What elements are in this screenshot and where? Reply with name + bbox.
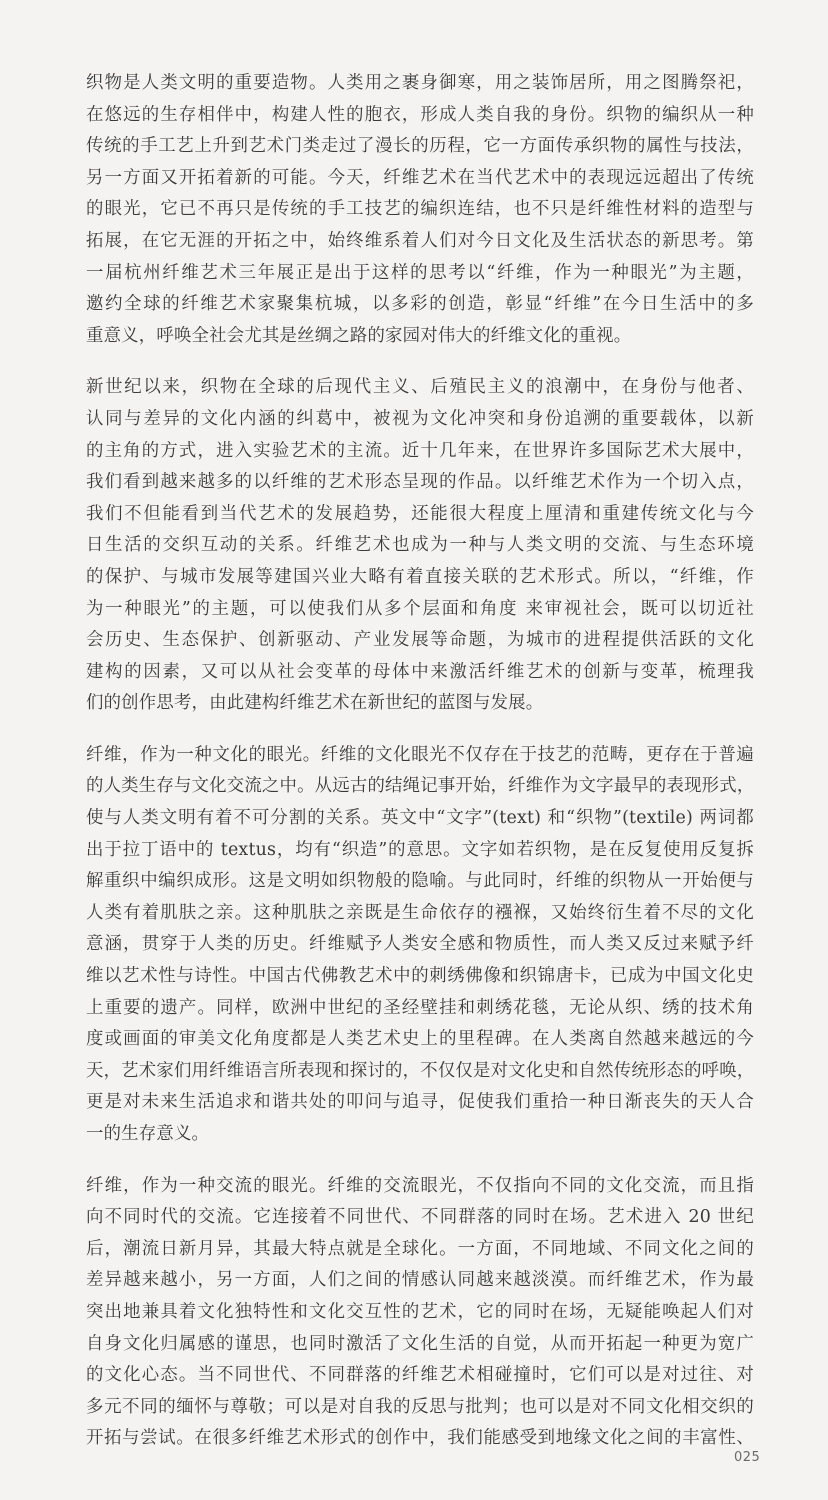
text-line: 另一方面又开拓着新的可能。今天，纤维艺术在当代艺术中的表现远远超出了传统: [86, 167, 754, 188]
text-line: 一届杭州纤维艺术三年展正是出于这样的思考以“纤维，作为一种眼光”为主题，: [86, 262, 754, 283]
text-line: 日生活的交织互动的关系。纤维艺术也成为一种与人类文明的交流、与生态环境: [86, 535, 754, 556]
text-line: 上重要的遗产。同样，欧洲中世纪的圣经壁挂和刺绣花毯，无论从织、绣的技术角: [86, 997, 754, 1018]
text-line: 维以艺术性与诗性。中国古代佛教艺术中的刺绣佛像和织锦唐卡，已成为中国文化史: [86, 966, 754, 987]
text-line: 纤维，作为一种交流的眼光。纤维的交流眼光，不仅指向不同的文化交流，而且指: [86, 1175, 754, 1196]
text-line: 织物是人类文明的重要造物。人类用之裹身御寒，用之装饰居所，用之图腾祭祀，: [86, 73, 754, 93]
page-number: 025: [734, 1450, 761, 1465]
text-line: 使与人类文明有着不可分割的关系。英文中“文字”(text) 和“织物”(textile) 两词都: [86, 808, 754, 829]
text-line: 后，潮流日新月异，其最大特点就是全球化。一方面，不同地域、不同文化之间的: [86, 1238, 754, 1259]
text-line: 邀约全球的纤维艺术家聚集杭城，以多彩的创造，彰显“纤维”在今日生活中的多: [86, 294, 754, 315]
text-line: 的保护、与城市发展等建国兴业大略有着直接关联的艺术形式。所以，“纤维，作: [86, 566, 754, 587]
text-line: 的主角的方式，进入实验艺术的主流。近十几年来，在世界许多国际艺术大展中，: [86, 440, 754, 461]
article-body: [86, 68, 754, 1475]
paragraph-2: [86, 372, 754, 720]
text-line: 认同与差异的文化内涵的纠葛中，被视为文化冲突和身份追溯的重要载体，以新: [86, 408, 754, 429]
text-line: 的人类生存与文化交流之中。从远古的结绳记事开始，纤维作为文字最早的表现形式，: [86, 776, 755, 797]
text-line: 差异越来越小，另一方面，人们之间的情感认同越来越淡漠。而纤维艺术，作为最: [86, 1270, 754, 1291]
paragraph-3: [86, 740, 754, 1151]
text-line: 多元不同的缅怀与尊敬；可以是对自我的反思与批判；也可以是对不同文化相交织的: [86, 1396, 754, 1417]
text-line: 更是对未来生活追求和谐共处的叩问与追寻，促使我们重拾一种日渐丧失的天人合: [86, 1092, 754, 1113]
text-line: 拓展，在它无涯的开拓之中，始终维系着人们对今日文化及生活状态的新思考。第: [86, 230, 754, 251]
text-line: 解重织中编织成形。这是文明如织物般的隐喻。与此同时，纤维的织物从一开始便与: [86, 871, 754, 892]
text-line: 向不同时代的交流。它连接着不同世代、不同群落的同时在场。艺术进入 20 世纪: [86, 1207, 754, 1228]
text-line: 会历史、生态保护、创新驱动、产业发展等命题，为城市的进程提供活跃的文化: [86, 630, 754, 651]
text-line: 的眼光，它已不再只是传统的手工技艺的编织连结，也不只是纤维性材料的造型与: [86, 199, 754, 220]
text-line: 自身文化归属感的谨思，也同时激活了文化生活的自觉，从而开拓起一种更为宽广: [86, 1333, 754, 1354]
text-line: 意涵，贯穿于人类的历史。纤维赋予人类安全感和物质性，而人类又反过来赋予纤: [86, 934, 754, 955]
text-line: 我们看到越来越多的以纤维的艺术形态呈现的作品。以纤维艺术作为一个切入点，: [86, 472, 754, 493]
paragraph-1: [86, 68, 754, 352]
text-line: 们的创作思考，由此建构纤维艺术在新世纪的蓝图与发展。: [86, 693, 544, 714]
text-line: 重意义，呼唤全社会尤其是丝绸之路的家园对伟大的纤维文化的重视。: [86, 325, 632, 346]
text-line: 出于拉丁语中的 textus，均有“织造”的意思。文字如若织物，是在反复使用反复拆: [86, 839, 754, 860]
text-line: 突出地兼具着文化独特性和文化交互性的艺术，它的同时在场，无疑能唤起人们对: [86, 1301, 754, 1322]
text-line: 度或画面的审美文化角度都是人类艺术史上的里程碑。在人类离自然越来越远的今: [86, 1029, 754, 1050]
paragraph-4: [86, 1171, 754, 1455]
text-line: 开拓与尝试。在很多纤维艺术形式的创作中，我们能感受到地缘文化之间的丰富性、: [86, 1428, 754, 1449]
text-line: 建构的因素，又可以从社会变革的母体中来激活纤维艺术的创新与变革，梳理我: [86, 661, 754, 682]
text-line: 的文化心态。当不同世代、不同群落的纤维艺术相碰撞时，它们可以是对过往、对: [86, 1365, 754, 1386]
text-line: 传统的手工艺上升到艺术门类走过了漫长的历程，它一方面传承织物的属性与技法，: [86, 136, 754, 157]
text-line: 人类有着肌肤之亲。这种肌肤之亲既是生命依存的襁褓，又始终衍生着不尽的文化: [86, 902, 754, 923]
text-line: 在悠远的生存相伴中，构建人性的胞衣，形成人类自我的身份。织物的编织从一种: [86, 104, 754, 125]
text-line: 一的生存意义。: [86, 1124, 210, 1144]
text-line: 天，艺术家们用纤维语言所表现和探讨的，不仅仅是对文化史和自然传统形态的呼唤，: [86, 1060, 755, 1081]
text-line: 纤维，作为一种文化的眼光。纤维的文化眼光不仅存在于技艺的范畴，更存在于普遍: [86, 744, 754, 765]
text-line: 新世纪以来，织物在全球的后现代主义、后殖民主义的浪潮中，在身份与他者、: [86, 377, 754, 398]
text-line: 为一种眼光”的主题，可以使我们从多个层面和角度 来审视社会，既可以切近社: [86, 598, 754, 619]
text-line: 我们不但能看到当代艺术的发展趋势，还能很大程度上厘清和重建传统文化与今: [86, 503, 754, 524]
